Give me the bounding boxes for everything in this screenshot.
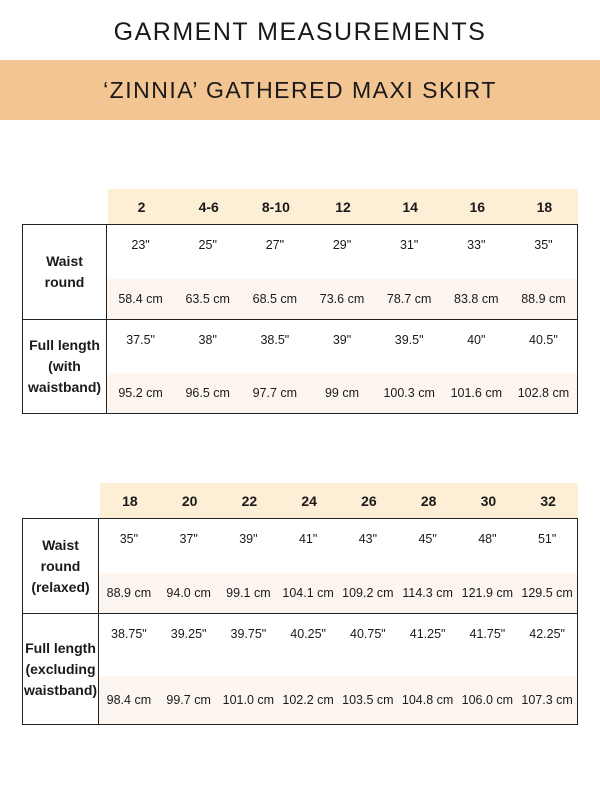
cm-cell: 102.8 cm (517, 386, 570, 400)
cm-cell: 104.8 cm (401, 692, 454, 707)
header-spacer (22, 189, 108, 224)
size-header-cell: 4-6 (175, 189, 242, 224)
cm-cell: 121.9 cm (461, 585, 514, 600)
cm-cell: 102.2 cm (282, 692, 334, 707)
cm-cell: 104.1 cm (282, 585, 334, 600)
inches-cell: 43" (358, 532, 378, 546)
cm-row (99, 676, 577, 725)
table-body (22, 518, 578, 725)
inches-cell: 31" (399, 238, 419, 252)
size-header-cell: 24 (279, 483, 339, 518)
inches-cell: 41.25" (409, 627, 446, 641)
inches-cell: 40.5" (529, 333, 558, 347)
measurement-label: Full length (with waistband) (23, 320, 107, 413)
measurement-label: Full length (excluding waistband) (23, 614, 99, 724)
size-header-cell: 12 (309, 189, 376, 224)
size-header-cell: 22 (220, 483, 280, 518)
cm-cell: 94.0 cm (166, 585, 211, 600)
inches-cell: 37" (179, 532, 198, 546)
cm-cell: 106.0 cm (461, 692, 514, 707)
cm-cell: 88.9 cm (106, 585, 152, 600)
measurement-rows (107, 225, 577, 319)
size-header-cell: 32 (518, 483, 578, 518)
cm-cell: 99.7 cm (166, 692, 211, 707)
size-header-cell: 18 (100, 483, 160, 518)
inches-cell: 29" (332, 238, 352, 252)
cm-cell: 88.9 cm (521, 291, 566, 306)
measurement-label: Waist round (23, 225, 107, 319)
cm-cell: 99 cm (324, 386, 360, 400)
page-title: GARMENT MEASUREMENTS (113, 18, 487, 46)
inches-cell: 41.75" (469, 627, 506, 641)
size-table-1 (22, 189, 578, 414)
cm-cell: 101.6 cm (450, 386, 502, 400)
cm-row (107, 373, 577, 413)
cm-cell: 83.8 cm (454, 291, 499, 306)
cm-cell: 100.3 cm (383, 386, 435, 400)
size-header-cell: 26 (339, 483, 399, 518)
size-table-2 (22, 483, 578, 725)
measurement-group (23, 225, 577, 320)
inches-cell: 39.75" (230, 627, 267, 641)
inches-row (107, 320, 577, 373)
measurement-group (23, 519, 577, 614)
cm-cell: 129.5 cm (521, 585, 573, 600)
inches-cell: 48" (478, 532, 497, 546)
inches-cell: 45" (418, 532, 437, 546)
size-header-cell: 16 (444, 189, 511, 224)
size-header-cell: 20 (160, 483, 220, 518)
cm-cell: 95.2 cm (118, 386, 163, 400)
inches-row (107, 225, 577, 279)
inches-cell: 40.25" (290, 627, 326, 641)
cm-cell: 78.7 cm (386, 291, 432, 306)
inches-cell: 40" (467, 333, 486, 347)
cm-row (107, 279, 577, 320)
inches-cell: 27" (265, 238, 285, 252)
measurement-label: Waist round (relaxed) (23, 519, 99, 613)
cm-cell: 63.5 cm (185, 291, 230, 306)
inches-cell: 38.75" (111, 627, 147, 641)
measurement-group (23, 320, 577, 414)
measurement-rows (107, 320, 577, 413)
inches-cell: 39.5" (394, 333, 424, 347)
cm-cell: 97.7 cm (252, 386, 298, 400)
size-header-cell: 28 (399, 483, 459, 518)
inches-cell: 25" (198, 238, 217, 252)
cm-row (99, 573, 577, 614)
product-banner: ‘ZINNIA’ GATHERED MAXI SKIRT (0, 60, 600, 120)
cm-cell: 103.5 cm (342, 692, 394, 707)
inches-cell: 37.5" (126, 333, 155, 347)
inches-cell: 39" (239, 532, 258, 546)
size-header-cell: 14 (377, 189, 444, 224)
header-spacer (22, 483, 100, 518)
inches-row (99, 519, 577, 573)
inches-cell: 35" (119, 532, 139, 546)
cm-cell: 96.5 cm (185, 386, 230, 400)
size-header-cell: 8-10 (242, 189, 309, 224)
size-header-cell: 2 (108, 189, 175, 224)
size-header-row (22, 483, 578, 518)
inches-row (99, 614, 577, 676)
cm-cell: 101.0 cm (222, 692, 275, 707)
inches-cell: 33" (467, 238, 486, 252)
cm-cell: 114.3 cm (402, 585, 453, 600)
inches-cell: 39.25" (170, 627, 207, 641)
inches-cell: 23" (131, 238, 150, 252)
inches-cell: 35" (534, 238, 553, 252)
size-header-cell: 18 (511, 189, 578, 224)
cm-cell: 98.4 cm (106, 692, 152, 707)
measurement-rows (99, 519, 577, 613)
cm-cell: 58.4 cm (118, 291, 163, 306)
inches-cell: 42.25" (529, 627, 565, 641)
table-body (22, 224, 578, 414)
cm-cell: 109.2 cm (342, 585, 394, 600)
inches-cell: 38.5" (260, 333, 290, 347)
cm-cell: 68.5 cm (252, 291, 298, 306)
inches-cell: 51" (537, 532, 557, 546)
cm-cell: 107.3 cm (521, 692, 573, 707)
cm-cell: 99.1 cm (226, 585, 271, 600)
measurement-rows (99, 614, 577, 724)
size-header-row (22, 189, 578, 224)
inches-cell: 40.75" (350, 627, 386, 641)
size-header-cell: 30 (459, 483, 519, 518)
measurement-group (23, 614, 577, 725)
cm-cell: 73.6 cm (319, 291, 365, 306)
inches-cell: 38" (198, 333, 217, 347)
inches-cell: 41" (298, 532, 318, 546)
inches-cell: 39" (332, 333, 352, 347)
